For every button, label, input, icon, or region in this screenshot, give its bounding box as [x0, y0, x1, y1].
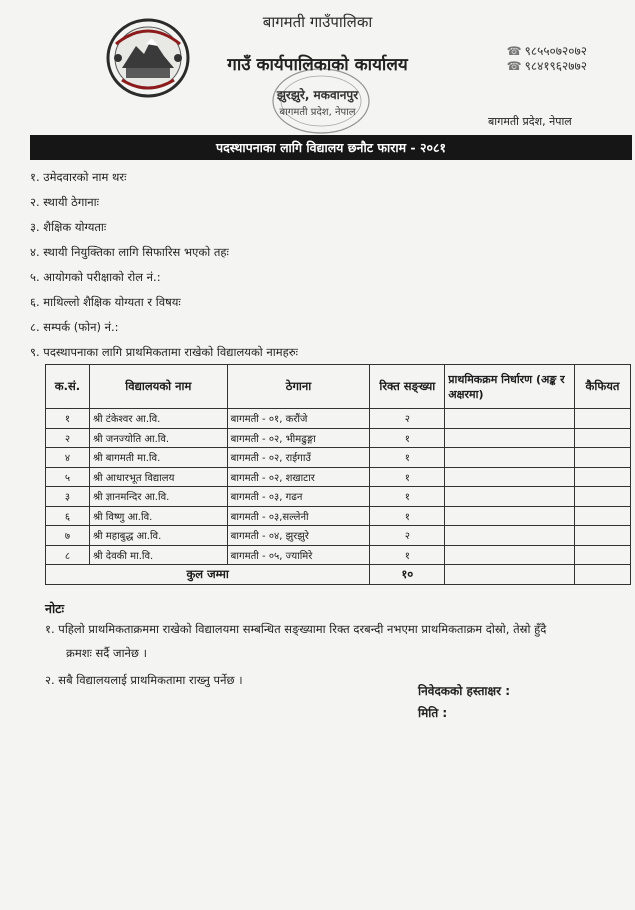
cell-school: श्री देवकी मा.वि.: [89, 545, 227, 565]
header-school-name: विद्यालयको नाम: [89, 365, 227, 409]
question-qualification: ३. शैक्षिक योग्यताः: [30, 220, 107, 234]
note-2: २. सबै विद्यालयलाई प्राथमिकतामा राख्नु पर्नेछ ।: [45, 673, 243, 687]
cell-remarks[interactable]: [575, 526, 631, 546]
date-label: मिति :: [418, 706, 448, 720]
header-priority: प्राथमिकक्रम निर्धारण (अङ्क र अक्षरमा): [445, 365, 575, 409]
office-location: झुरझुरे, मकवानपुर: [276, 88, 359, 102]
cell-address: बागमती - ०४, झुरझुरे: [227, 526, 370, 546]
cell-priority[interactable]: [445, 428, 575, 448]
cell-vacancy: २: [370, 409, 445, 429]
table-total-row: [46, 565, 631, 585]
cell-vacancy: १: [370, 545, 445, 565]
cell-serial: २: [46, 428, 90, 448]
cell-priority[interactable]: [445, 467, 575, 487]
cell-vacancy: २: [370, 526, 445, 546]
cell-serial: १: [46, 409, 90, 429]
question-name: १. उमेदवारको नाम थरः: [30, 170, 127, 184]
cell-priority[interactable]: [445, 409, 575, 429]
question-level: ४. स्थायी नियुक्तिका लागि सिफारिस भएको तहः: [30, 245, 229, 259]
note-1: १. पहिलो प्राथमिकताक्रममा राखेको विद्यालयमा सम्बन्धित सङ्ख्यामा रिक्त दरबन्दी नभएमा प्राथमिकताक्रम दोस्रो, तेस्रो हुँदै: [45, 622, 547, 636]
school-table: [45, 364, 631, 585]
cell-remarks[interactable]: [575, 428, 631, 448]
table-row: [46, 506, 631, 526]
municipality-name: बागमती गाउँपालिका: [262, 13, 373, 31]
cell-serial: ८: [46, 545, 90, 565]
question-address: २. स्थायी ठेगानाः: [30, 195, 99, 209]
cell-address: बागमती - ०३,सल्लेनी: [227, 506, 370, 526]
cell-remarks[interactable]: [575, 545, 631, 565]
question-higher-qualification: ६. माथिल्लो शैक्षिक योग्यता र विषयः: [30, 295, 181, 309]
cell-remarks[interactable]: [575, 467, 631, 487]
total-priority-empty: [445, 565, 575, 585]
cell-remarks[interactable]: [575, 409, 631, 429]
note-1-continued: क्रमशः सर्दै जानेछ ।: [66, 646, 148, 660]
table-row: [46, 487, 631, 507]
total-label: कुल जम्मा: [46, 565, 370, 585]
cell-priority[interactable]: [445, 506, 575, 526]
phone-icon: ☎: [506, 44, 522, 58]
table-row: [46, 409, 631, 429]
phone-icon: ☎: [506, 59, 522, 73]
cell-address: बागमती - ०१, करौंजे: [227, 409, 370, 429]
cell-priority[interactable]: [445, 545, 575, 565]
province-label: बागमती प्रदेश, नेपाल: [488, 115, 572, 128]
phone-line: [507, 44, 587, 59]
form-title: पदस्थापनाका लागि विद्यालय छनौट फाराम - २०८१: [30, 135, 632, 160]
cell-remarks[interactable]: [575, 506, 631, 526]
cell-serial: ५: [46, 467, 90, 487]
cell-address: बागमती - ०२, राईगाउँ: [227, 448, 370, 468]
cell-school: श्री विष्णु आ.वि.: [89, 506, 227, 526]
question-phone: ८. सम्पर्क (फोन) नं.:: [30, 320, 119, 334]
office-name: गाउँ कार्यपालिकाको कार्यालय: [227, 55, 408, 75]
header-serial: क.सं.: [46, 365, 90, 409]
cell-remarks[interactable]: [575, 487, 631, 507]
table-row: [46, 526, 631, 546]
cell-serial: ४: [46, 448, 90, 468]
table-row: [46, 545, 631, 565]
cell-school: श्री ज्ञानमन्दिर आ.वि.: [89, 487, 227, 507]
notes-title: नोटः: [45, 601, 65, 616]
phone-number: ९८४१९६२७७२: [524, 59, 587, 73]
phone-numbers: [507, 44, 587, 74]
cell-vacancy: १: [370, 428, 445, 448]
header-vacancy: रिक्त सङ्ख्या: [370, 365, 445, 409]
phone-number: ९८५५०७२०७२: [524, 44, 587, 58]
cell-vacancy: १: [370, 487, 445, 507]
header-address: ठेगाना: [227, 365, 370, 409]
cell-address: बागमती - ०५, ज्यामिरे: [227, 545, 370, 565]
question-schools: ९. पदस्थापनाका लागि प्राथमिकतामा राखेको विद्यालयको नामहरुः: [30, 345, 298, 359]
cell-school: श्री टंकेश्वर आ.वि.: [89, 409, 227, 429]
stamp-province: बागमती प्रदेश, नेपाल: [279, 107, 356, 118]
cell-vacancy: १: [370, 506, 445, 526]
cell-priority[interactable]: [445, 526, 575, 546]
cell-remarks[interactable]: [575, 448, 631, 468]
cell-school: श्री बागमती मा.वि.: [89, 448, 227, 468]
cell-vacancy: १: [370, 467, 445, 487]
table-row: [46, 467, 631, 487]
phone-line: [507, 59, 587, 74]
table-row: [46, 448, 631, 468]
cell-serial: ६: [46, 506, 90, 526]
total-value: १०: [370, 565, 445, 585]
signature-label: निवेदकको हस्ताक्षर :: [418, 684, 511, 698]
table-row: [46, 428, 631, 448]
cell-vacancy: १: [370, 448, 445, 468]
cell-address: बागमती - ०३, गढन: [227, 487, 370, 507]
cell-school: श्री जनज्योति आ.वि.: [89, 428, 227, 448]
cell-address: बागमती - ०२, शखाटार: [227, 467, 370, 487]
cell-priority[interactable]: [445, 448, 575, 468]
cell-school: श्री आधारभूत विद्यालय: [89, 467, 227, 487]
cell-priority[interactable]: [445, 487, 575, 507]
cell-serial: ७: [46, 526, 90, 546]
cell-school: श्री महाबुद्ध आ.वि.: [89, 526, 227, 546]
question-roll-number: ५. आयोगको परीक्षाको रोल नं.:: [30, 270, 161, 284]
total-remarks-empty: [575, 565, 631, 585]
cell-serial: ३: [46, 487, 90, 507]
cell-address: बागमती - ०२, भीमढुङ्गा: [227, 428, 370, 448]
header-remarks: कैफियत: [575, 365, 631, 409]
table-header-row: [46, 365, 631, 409]
